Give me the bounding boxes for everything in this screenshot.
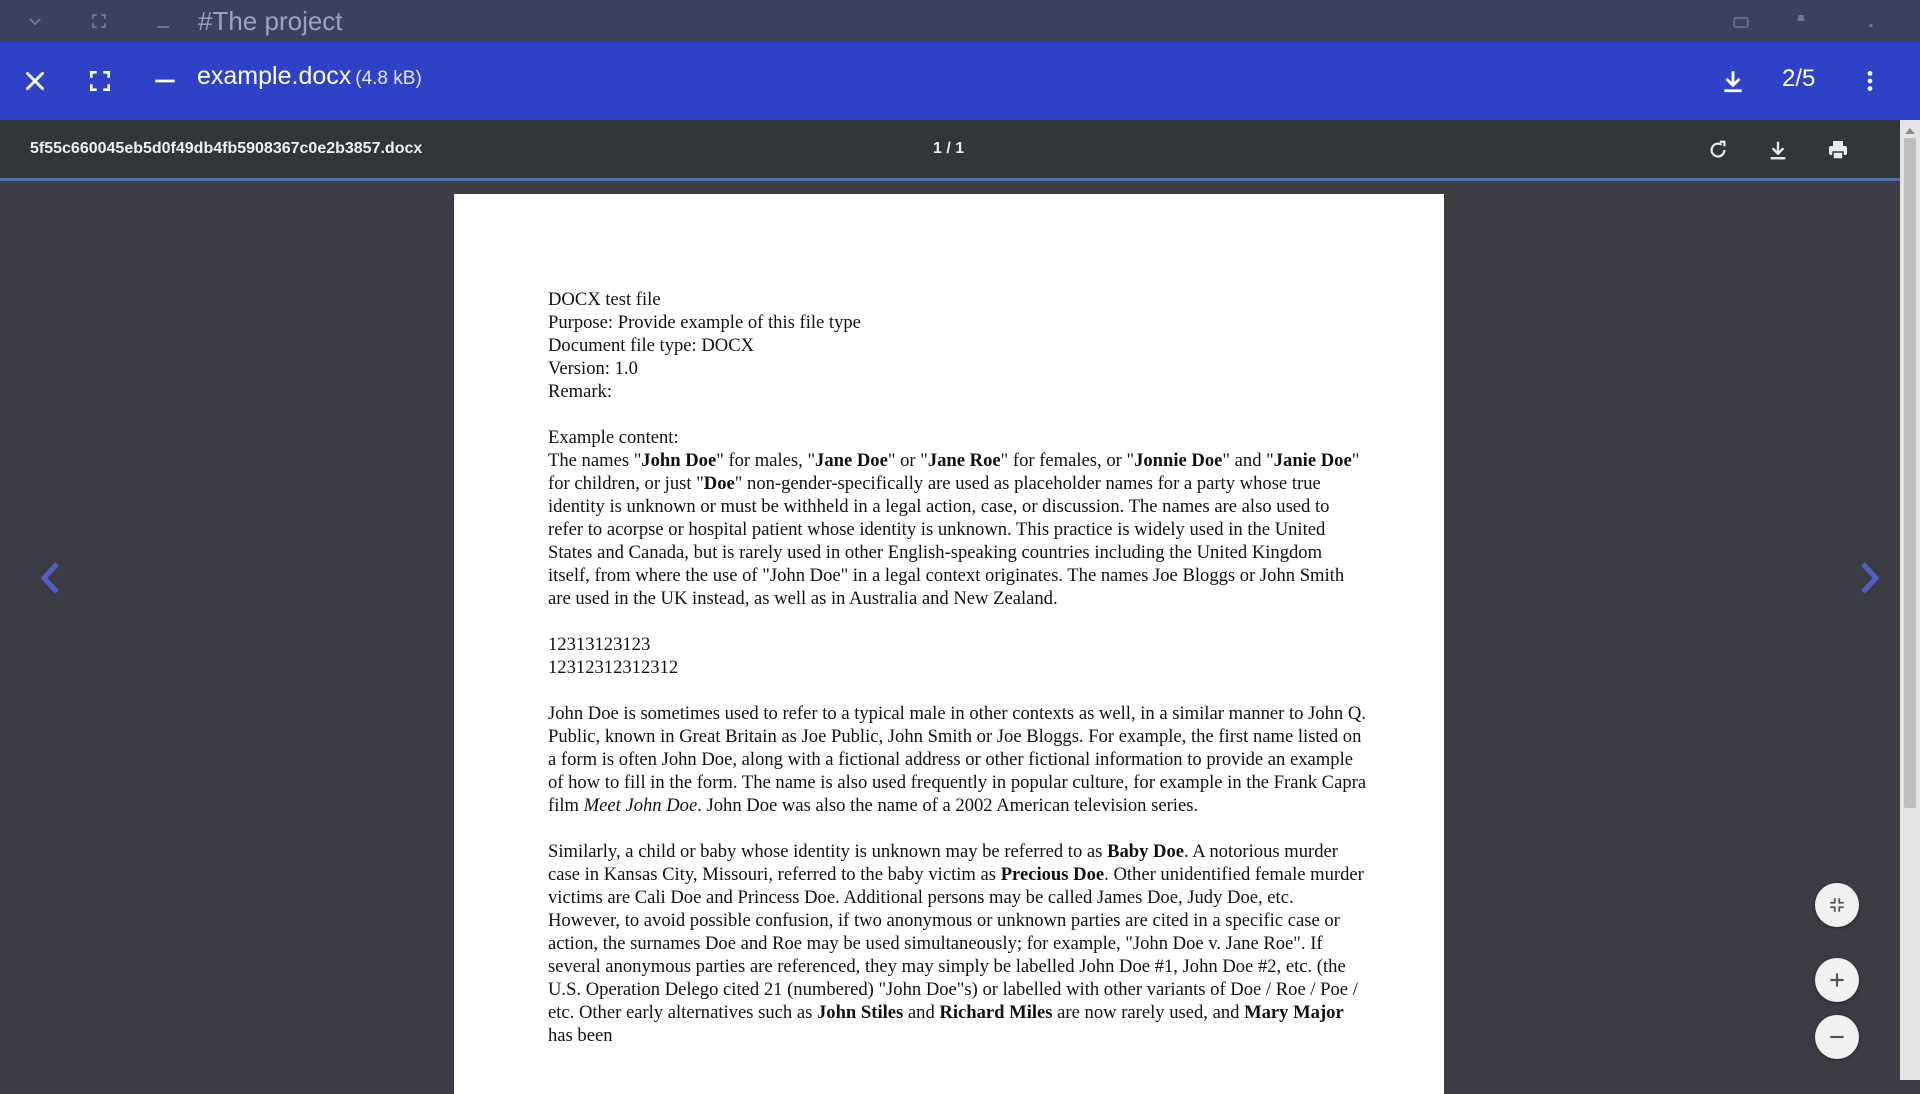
bold-run: Jane Doe	[815, 450, 888, 471]
fit-page-button[interactable]	[1815, 883, 1859, 927]
fit-page-icon	[1828, 896, 1846, 914]
header-line: DOCX test file	[548, 289, 661, 310]
background-app-bar	[0, 0, 1920, 42]
scroll-thumb[interactable]	[1904, 138, 1916, 808]
more-vert-icon	[1857, 68, 1883, 94]
viewer-top-bar	[0, 42, 1920, 120]
zoom-out-icon	[1827, 1027, 1847, 1047]
file-name: example.docx	[197, 62, 352, 90]
fullscreen-icon	[90, 12, 108, 30]
rotate-button[interactable]	[1701, 133, 1735, 167]
scroll-up-arrow[interactable]	[1905, 128, 1915, 134]
file-size: (4.8 kB)	[355, 68, 422, 89]
minimize-button[interactable]	[145, 61, 185, 101]
text-run: has been	[548, 1025, 613, 1046]
minimize-icon	[152, 68, 178, 94]
more-options-button[interactable]	[1850, 61, 1890, 101]
text-run: . Other unidentified female murder victims are Cali Doe and Princess Doe. Additional persons may be called James Doe, Judy Doe, etc. However, to avoid possible confusion, if two anonymous or unknown parties are cited in a specific case or action, the surnames Doe and Roe may be used simultaneously; for example, "John Doe v. Jane Roe". If several anonymous parties are referenced, they may simply be labelled John Doe #1, John Doe #2, etc. (the U.S. Operation Delego cited 21 (numbered) "John Doe"s) or labelled with other variants of Doe / Roe / Poe / etc. Other early alternatives such as	[548, 864, 1364, 1023]
header-line: Remark:	[548, 381, 613, 402]
bold-run: John Doe	[641, 450, 717, 471]
number-line: 12313123123	[548, 634, 651, 655]
numbers-paragraph	[548, 633, 1368, 679]
italic-run: Meet John Doe	[583, 795, 698, 816]
pdf-filename: 5f55c660045eb5d0f49db4fb5908367c0e2b3857.docx	[30, 140, 423, 157]
text-run: . A notorious murder case in Kansas City, Missouri, referred to the baby victim as	[548, 841, 1338, 885]
previous-attachment-button[interactable]	[35, 556, 65, 600]
baby-doe-paragraph	[548, 840, 1368, 1047]
download-icon	[1720, 68, 1746, 94]
text-run: . John Doe was also the name of a 2002 American television series.	[697, 795, 1199, 816]
document-page	[454, 194, 1444, 1094]
example-paragraph	[548, 426, 1368, 610]
header-line: Purpose: Provide example of this file type	[548, 312, 861, 333]
download-button[interactable]	[1713, 61, 1753, 101]
zoom-in-icon	[1827, 970, 1847, 990]
bold-run: Doe	[703, 473, 735, 494]
rotate-icon	[1707, 139, 1729, 161]
text-run: and	[903, 1002, 940, 1023]
header-line: Document file type: DOCX	[548, 335, 755, 356]
john-doe-paragraph	[548, 702, 1368, 817]
bold-run: Richard Miles	[939, 1002, 1053, 1023]
text-run: " and "	[1222, 450, 1274, 471]
bold-run: Jonnie Doe	[1134, 450, 1223, 471]
minimize-icon	[154, 12, 172, 30]
chevron-down-icon	[26, 12, 44, 30]
bold-run: John Stiles	[816, 1002, 904, 1023]
zoom-in-button[interactable]	[1815, 958, 1859, 1002]
fullscreen-button[interactable]	[80, 61, 120, 101]
text-run: are now rarely used, and	[1052, 1002, 1245, 1023]
pdf-page-count: 1 / 1	[933, 140, 965, 157]
more-vert-icon	[1862, 12, 1880, 30]
bold-run: Mary Major	[1244, 1002, 1344, 1023]
number-line: 12312312312312	[548, 657, 679, 678]
print-icon	[1826, 138, 1850, 162]
text-run: " or "	[887, 450, 928, 471]
bold-run: Baby Doe	[1107, 841, 1185, 862]
text-run: Similarly, a child or baby whose identity is unknown may be referred to as	[548, 841, 1108, 862]
close-button[interactable]	[15, 61, 55, 101]
vertical-scrollbar[interactable]	[1900, 120, 1920, 1080]
text-run: The names "	[548, 450, 642, 471]
bold-run: Jane Roe	[927, 450, 1001, 471]
example-label: Example content:	[548, 427, 679, 448]
pdf-download-button[interactable]	[1761, 133, 1795, 167]
text-run: " non-gender-specifically are used as placeholder names for a party whose true identity is unknown or must be withheld in a legal action, case, or discussion. The names are also used to refer to acorpse or hospital patient whose identity is unknown. This practice is widely used in the United States and Canada, but is rarely used in other English-speaking countries including the United Kingdom itself, from where the use of "John Doe" in a legal context originates. The names Joe Bloggs or John Smith are used in the UK instead, as well as in Australia and New Zealand.	[548, 473, 1345, 609]
print-button[interactable]	[1821, 133, 1855, 167]
document-body	[548, 288, 1368, 1070]
bold-run: Precious Doe	[1000, 864, 1105, 885]
chat-icon	[1732, 12, 1750, 30]
background-app-title: #The project	[198, 6, 343, 36]
pdf-toolbar	[0, 120, 1900, 181]
chevron-left-icon	[44, 564, 57, 592]
chevron-right-icon	[1863, 564, 1876, 592]
bold-run: Janie Doe	[1273, 450, 1352, 471]
file-title	[197, 62, 422, 91]
download-icon	[1767, 139, 1789, 161]
attachment-pager: 2/5	[1782, 65, 1816, 92]
pin-icon	[1792, 12, 1810, 30]
document-header	[548, 288, 1368, 403]
text-run: John Doe is sometimes used to refer to a typical male in other contexts as well, in a similar manner to John Q. Public, known in Great Britain as Joe Public, John Smith or Joe Bloggs. For example, the first name listed on a form is often John Doe, along with a fictional address or other fictional information to provide an example of how to fill in the form. The name is also used frequently in popular culture, for example in the Frank Capra film	[548, 703, 1367, 816]
zoom-out-button[interactable]	[1815, 1015, 1859, 1059]
next-attachment-button[interactable]	[1855, 556, 1885, 600]
fullscreen-icon	[87, 68, 113, 94]
close-icon	[22, 68, 48, 94]
text-run: " for females, or "	[1000, 450, 1135, 471]
text-run: " for males, "	[716, 450, 816, 471]
header-line: Version: 1.0	[548, 358, 638, 379]
text-run: " for children, or just "	[548, 450, 1360, 494]
